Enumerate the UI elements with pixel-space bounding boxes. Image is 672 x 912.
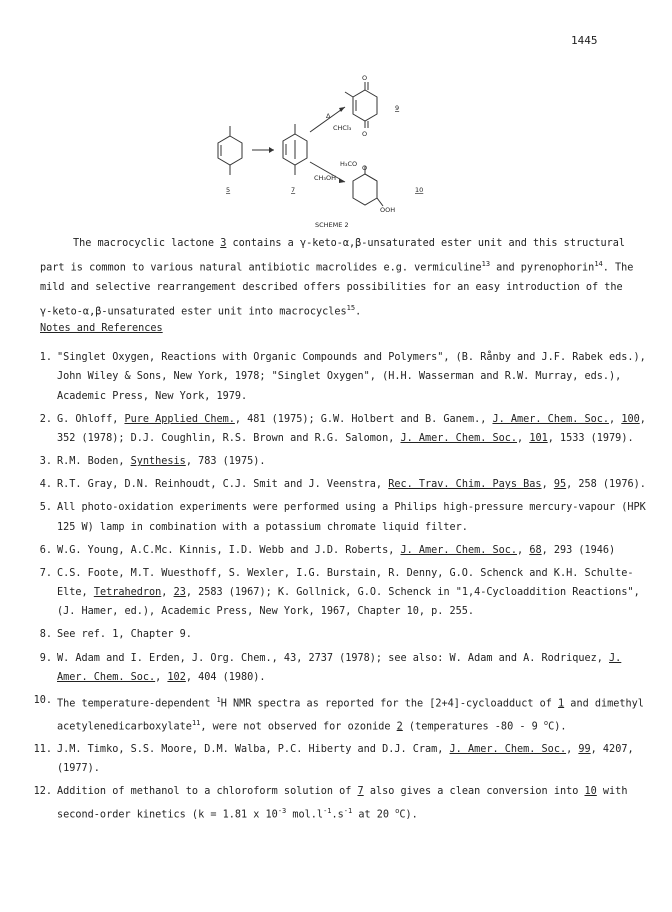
reference-text: , — [517, 544, 530, 556]
atom-o-9-bottom: O — [362, 130, 368, 138]
reference-item — [30, 649, 650, 688]
journal-name: J. Amer. Chem. Soc. — [400, 432, 518, 444]
conclusion-paragraph — [40, 234, 640, 323]
citation-sup: 14 — [594, 260, 603, 268]
reference-text: , 4207, (1977). — [57, 744, 634, 775]
reference-text: R.M. Boden, — [57, 456, 131, 468]
reference-number: 3. — [39, 456, 52, 468]
journal-name: J. Amer. Chem. Soc. — [492, 413, 610, 425]
atom-o-10: O — [362, 164, 368, 172]
atom-o-9-top: O — [362, 74, 368, 82]
reference-text: also gives a clean conversion into — [363, 786, 585, 798]
condition-chcl3: CHCl₃ — [333, 124, 352, 132]
reference-text: The temperature-dependent — [57, 698, 217, 710]
reference-text: , were not observed for ozonide — [200, 721, 397, 732]
reference-text: , — [566, 744, 579, 756]
reference-text: , 352 (1978); D.J. Coughlin, R.S. Brown and R.G. Salomon, — [57, 413, 646, 444]
reference-text: All photo-oxidation experiments were performed using a Philips high-pressure mercury-vapour (HPK 125 W) lamp in combination with a potassium chromate liquid filter. — [57, 502, 646, 533]
journal-name: J. Amer. Chem. Soc. — [449, 744, 567, 756]
scheme-drawing — [190, 70, 490, 230]
volume: 100 — [621, 413, 640, 425]
compound-9-ring — [353, 90, 377, 121]
reference-item — [30, 475, 650, 494]
reference-number: 6. — [39, 544, 52, 556]
reference-number: 11. — [33, 744, 52, 756]
reference-item — [30, 564, 650, 622]
volume: 23 — [173, 587, 186, 599]
reference-text: G. Ohloff, — [57, 413, 125, 425]
notes-heading: Notes and References — [40, 323, 163, 334]
reference-number: 9. — [39, 652, 52, 664]
superscript: -1 — [343, 806, 353, 815]
scheme-caption: SCHEME 2 — [315, 221, 349, 229]
journal-name: Rec. Trav. Chim. Pays Bas — [388, 479, 542, 491]
journal-name: J. Amer. Chem. Soc. — [400, 544, 518, 556]
reference-number: 5. — [39, 502, 52, 514]
reference-text: at 20 — [352, 809, 396, 821]
condition-methanol: CH₃OH — [314, 174, 337, 182]
reference-number: 8. — [39, 629, 52, 641]
reference-item — [30, 452, 650, 471]
reference-text: with second-order kinetics (k = 1.81 x 10 — [57, 786, 628, 821]
reference-text: , — [161, 587, 174, 599]
journal-name: Pure Applied Chem. — [124, 413, 235, 425]
paragraph-text: . — [355, 306, 362, 318]
journal-name: Tetrahedron — [93, 587, 162, 599]
compound-ref: 2 — [396, 721, 403, 732]
compound-ref: 1 — [558, 698, 565, 710]
compound-5-ring — [218, 136, 242, 165]
compound-ref: 7 — [357, 786, 364, 798]
reference-text: "Singlet Oxygen, Reactions with Organic Compounds and Polymers", (B. Rånby and J.F. Rabek eds.), John Wiley & Sons, New York, 1978; "Singlet Oxygen", (H.H. Wasserman and R.W. Murray, eds.), Academic Press, New York, 1979. — [57, 352, 646, 402]
reference-text: and dimethyl acetylenedicarboxylate — [57, 698, 644, 732]
reference-text: H NMR spectra as reported for the [2+4]-cycloadduct of — [220, 698, 559, 710]
page-number: 1445 — [571, 34, 598, 47]
volume: 102 — [167, 671, 186, 683]
volume: 68 — [529, 544, 542, 556]
references-list — [30, 348, 650, 828]
superscript: o — [543, 718, 549, 727]
citation-sup: 15 — [346, 304, 356, 313]
reference-text: , 293 (1946) — [541, 544, 616, 556]
reference-text: , — [541, 479, 554, 491]
reference-item — [30, 691, 650, 736]
reference-text: , 2583 (1967); K. Gollnick, G.O. Schenck in "1,4-Cycloaddition Reactions", (J. Hamer, ed.), Academic Press, New York, 1967, Chapter 10, p. 255. — [57, 587, 640, 618]
citation-sup: 13 — [481, 260, 491, 268]
journal-name: J. Amer. Chem. Soc. — [57, 652, 622, 683]
reference-text: mol.l — [286, 809, 324, 821]
reference-text: , 1533 (1979). — [547, 432, 634, 444]
reference-item — [30, 348, 650, 406]
reaction-scheme — [190, 70, 490, 230]
reference-number: 4. — [39, 479, 52, 491]
label-compound-5: 5 — [226, 186, 231, 194]
volume: 99 — [578, 744, 591, 756]
reference-text: Addition of methanol to a chloroform solution of — [57, 786, 358, 798]
reference-text: R.T. Gray, D.N. Reinhoudt, C.J. Smit and J. Veenstra, — [57, 479, 389, 491]
atom-h3co: H₃CO — [340, 160, 358, 168]
reference-number: 10. — [33, 694, 52, 706]
paragraph-text: and pyrenophorin — [490, 262, 595, 274]
reference-text: J.M. Timko, S.S. Moore, D.M. Walba, P.C. Hiberty and D.J. Cram, — [57, 744, 450, 756]
reference-text: (temperatures -80 - 9 — [402, 721, 544, 732]
reference-text: , 783 (1975). — [185, 456, 266, 468]
volume: 101 — [529, 432, 548, 444]
reference-item — [30, 740, 650, 779]
reference-text: W.G. Young, A.C.Mc. Kinnis, I.D. Webb and J.D. Roberts, — [57, 544, 401, 556]
superscript: -3 — [277, 806, 287, 815]
atom-ooh: OOH — [380, 206, 396, 214]
superscript: -1 — [323, 806, 332, 815]
paragraph-text: . The mild and selective rearrangement described offers possibilities for an easy introduction of the γ-keto-α,β-unsaturated ester unit into macrocycles — [40, 262, 634, 318]
reference-text: , 481 (1975); G.W. Holbert and B. Ganem., — [234, 413, 493, 425]
reference-number: 7. — [39, 567, 52, 579]
label-compound-9: 9 — [395, 104, 400, 112]
reference-text: W. Adam and I. Erden, J. Org. Chem., 43, 2737 (1978); see also: W. Adam and A. Rodriquez, — [57, 652, 610, 664]
reference-text: , — [155, 671, 168, 683]
paragraph-text: The macrocyclic lactone — [73, 238, 221, 249]
reference-item — [30, 498, 650, 537]
reference-number: 1. — [39, 352, 52, 363]
reference-text: C.S. Foote, M.T. Wuesthoff, S. Wexler, I.G. Burstain, R. Denny, G.O. Schenck and K.H. Schulte-Elte, — [57, 567, 634, 599]
reference-text: , 258 (1976). — [566, 479, 646, 491]
label-compound-7: 7 — [291, 186, 296, 194]
reference-text: , — [609, 413, 622, 425]
compound-ref: 10 — [584, 786, 597, 798]
reference-text: C). — [399, 809, 418, 821]
reference-text: See ref. 1, Chapter 9. — [57, 629, 192, 641]
reference-text: , — [517, 432, 530, 444]
label-compound-10: 10 — [415, 186, 424, 194]
reference-text: C). — [548, 721, 567, 732]
reference-item — [30, 541, 650, 560]
volume: 95 — [553, 479, 567, 491]
reference-text: .s — [331, 809, 344, 821]
paragraph-text: contains a γ-keto-α,β-unsaturated ester unit and this structural part is common to various natural antibiotic macrolides e.g. vermiculine — [40, 238, 626, 274]
reference-number: 12. — [33, 786, 52, 798]
journal-name: Synthesis — [130, 456, 186, 468]
reference-item — [30, 625, 650, 644]
condition-heat: Δ — [326, 112, 331, 120]
compound-ref: 3 — [220, 238, 227, 249]
citation-sup: 11 — [191, 718, 201, 727]
superscript: 1 — [216, 695, 221, 704]
reference-text: , 404 (1980). — [185, 671, 266, 683]
reference-number: 2. — [39, 413, 52, 425]
reference-item — [30, 782, 650, 824]
superscript: o — [395, 806, 400, 815]
reference-item — [30, 410, 650, 449]
